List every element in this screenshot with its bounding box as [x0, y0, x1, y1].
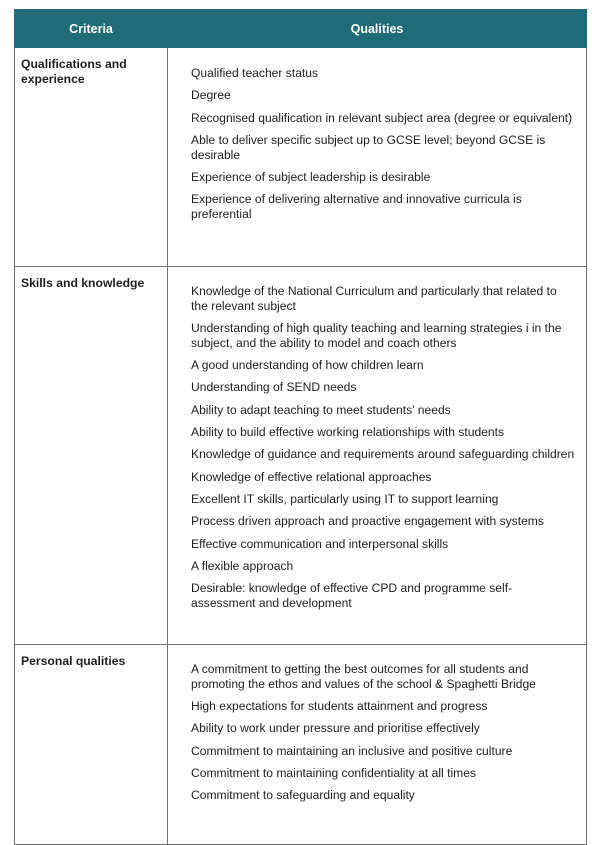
- list-item: Commitment to maintaining confidentiality at all times: [191, 765, 476, 780]
- list-item: Knowledge of the National Curriculum and particularly that related to the relevant subject: [191, 284, 557, 313]
- criteria-cell: Skills and knowledge: [15, 267, 168, 645]
- list-item: Knowledge of effective relational approaches: [191, 469, 432, 484]
- list-item: A good understanding of how children learn: [191, 358, 424, 373]
- qualities-header: Qualities: [168, 10, 587, 48]
- criteria-cell: Qualifications and experience: [15, 48, 168, 267]
- list-item: Ability to build effective working relationships with students: [191, 425, 505, 440]
- list-item: Qualified teacher status: [191, 66, 319, 80]
- table-row: [15, 645, 587, 845]
- list-item: Understanding of SEND needs: [191, 380, 357, 395]
- list-item: Ability to adapt teaching to meet students’ needs: [191, 402, 451, 417]
- list-item: A flexible approach: [191, 558, 294, 573]
- list-item: Degree: [191, 88, 231, 103]
- list-item: Process driven approach and proactive engagement with systems: [191, 514, 544, 529]
- qualities-list: [191, 645, 576, 803]
- qualities-list: [191, 267, 576, 611]
- qualities-list: [191, 48, 576, 222]
- list-item: Ability to work under pressure and prioritise effectively: [191, 721, 480, 736]
- list-item: Excellent IT skills, particularly using IT to support learning: [191, 491, 499, 506]
- list-item: Commitment to safeguarding and equality: [191, 788, 415, 803]
- list-item: Recognised qualification in relevant subject area (degree or equivalent): [191, 110, 573, 125]
- criteria-cell: Personal qualities: [15, 645, 168, 845]
- table-row: [15, 267, 587, 645]
- list-item: Able to deliver specific subject up to GCSE level; beyond GCSE is desirable: [191, 132, 546, 162]
- table-header-row: [15, 10, 587, 48]
- list-item: High expectations for students attainment and progress: [191, 699, 488, 714]
- person-specification-table: [14, 9, 587, 845]
- list-item: Commitment to maintaining an inclusive and positive culture: [191, 743, 513, 758]
- list-item: Desirable: knowledge of effective CPD and programme self-assessment and development: [191, 581, 513, 610]
- list-item: Experience of delivering alternative and innovative curricula is preferential: [191, 192, 522, 222]
- list-item: A commitment to getting the best outcomes for all students and promoting the ethos and values of the school & Spaghetti Bridge: [191, 662, 536, 691]
- list-item: Knowledge of guidance and requirements around safeguarding children: [191, 447, 575, 462]
- list-item: Experience of subject leadership is desirable: [191, 169, 431, 184]
- qualities-cell: [168, 645, 587, 845]
- criteria-header: Criteria: [15, 10, 168, 48]
- qualities-cell: [168, 267, 587, 645]
- qualities-cell: [168, 48, 587, 267]
- list-item: Understanding of high quality teaching and learning strategies i in the subject, and the ability to model and coach others: [191, 321, 562, 350]
- list-item: Effective communication and interpersonal skills: [191, 536, 449, 551]
- table-row: [15, 48, 587, 267]
